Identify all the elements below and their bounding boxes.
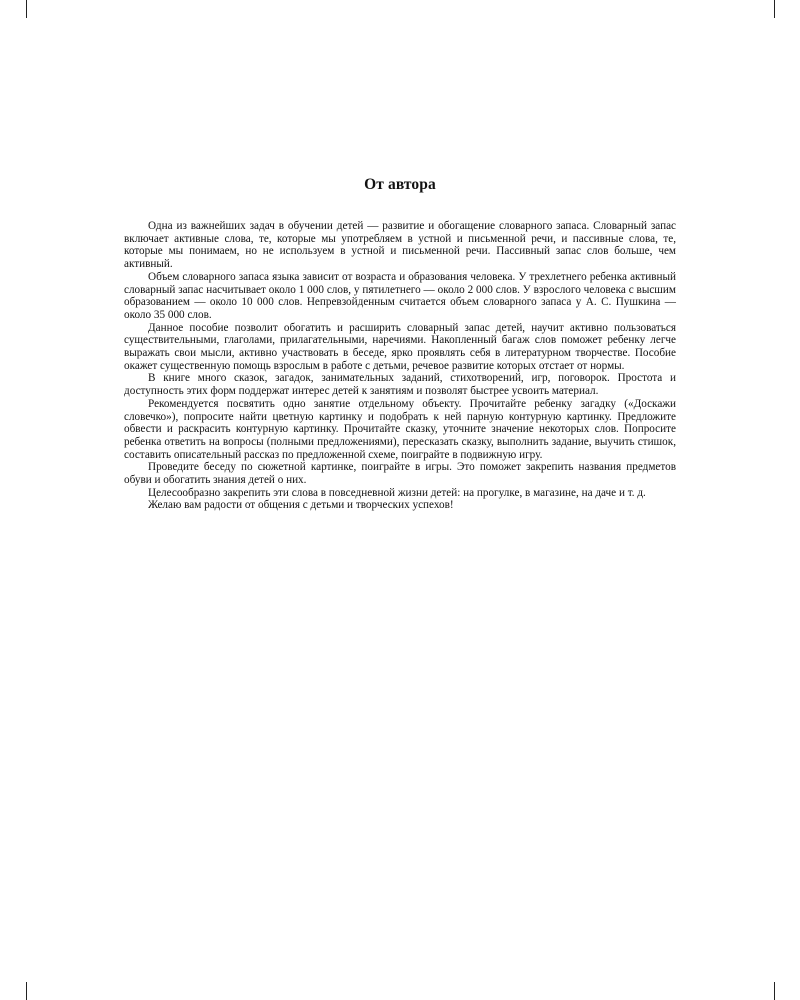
paragraph: Целесообразно закрепить эти слова в повседневной жизни детей: на прогулке, в магазине, на даче и т. д. [148,486,646,499]
paragraph: Данное пособие позволит обогатить и расширить словарный запас детей, научит активно пользоваться существительными, глаголами, прилагательными, наречиями. Накопленный багаж слов поможет ребенку легче выражать свои мысли, активно участвовать в беседе, ярко проявлять себя в литературном творчестве. Пособие окажет существенную помощь взрослым в работе с детьми, речевое развитие которых отстает от нормы. [124,321,676,372]
body-text [124,220,676,512]
crop-mark-top-right [774,0,775,18]
paragraph: Объем словарного запаса языка зависит от возраста и образования человека. У трехлетнего ребенка активный словарный запас насчитывает около 1 000 слов, у пятилетнего — около 2 000 слов. У взрослого человека с высшим образованием — около 10 000 слов. Непревзойденным считается объем словарного запаса у А. С. Пушкина — около 35 000 слов. [124,270,676,321]
paragraph: Желаю вам радости от общения с детьми и творческих успехов! [148,499,454,512]
paragraph: Одна из важнейших задач в обучении детей — развитие и обогащение словарного запаса. Словарный запас включает активные слова, те, которые мы употребляем в устной и письменной речи, и пассивные слова, те, которые мы понимаем, но не используем в устной и письменной речи. Пассивный запас слов больше, чем активный. [124,220,676,271]
crop-mark-top-left [26,0,27,18]
page-title: От автора [364,176,436,193]
crop-mark-bottom-right [774,982,775,1000]
paragraph: Рекомендуется посвятить одно занятие отдельному объекту. Прочитайте ребенку загадку («Доскажи словечко»), попросите найти цветную картинку и подобрать к ней парную контурную картинку. Предложите обвести и раскрасить контурную картинку. Прочитайте сказку, уточните значение некоторых слов. Попросите ребенка ответить на вопросы (полными предложениями), пересказать сказку, выполнить задание, выучить стишок, составить описательный рассказ по предложенной схеме, поиграйте в подвижную игру. [124,397,676,461]
paragraph: В книге много сказок, загадок, занимательных заданий, стихотворений, игр, поговорок. Простота и доступность этих форм поддержат интерес детей к занятиям и позволят быстрее усвоить материал. [124,372,676,398]
crop-mark-bottom-left [26,982,27,1000]
paragraph: Проведите беседу по сюжетной картинке, поиграйте в игры. Это поможет закрепить названия предметов обуви и обогатить знания детей о них. [124,461,676,487]
